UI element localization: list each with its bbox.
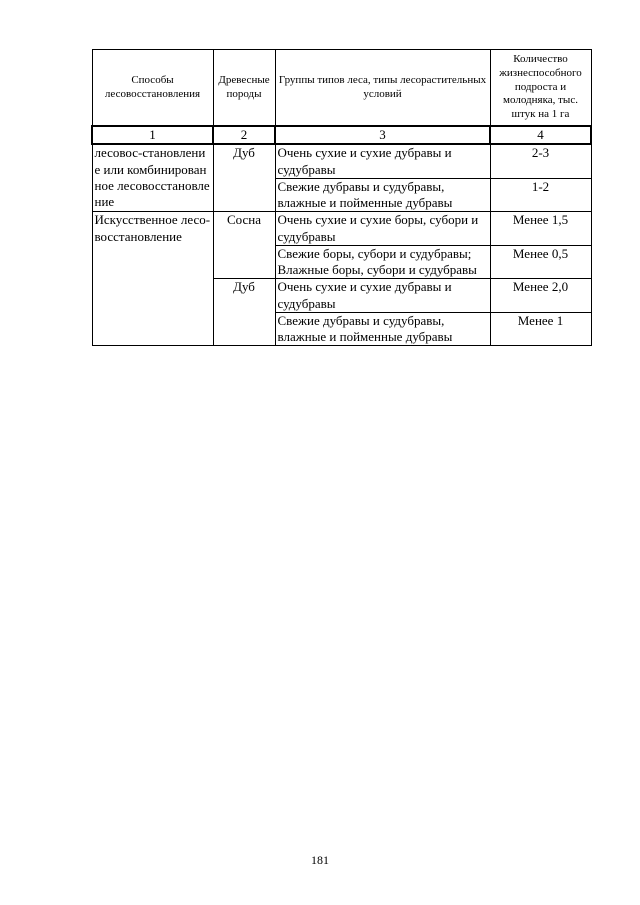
table-row: [92, 144, 591, 178]
forest-type-cell: Очень сухие и сухие дубравы и судубравы: [275, 279, 490, 313]
forest-type-cell: Очень сухие и сухие боры, субори и судубравы: [275, 212, 490, 246]
forest-type-cell: Свежие дубравы и судубравы, влажные и пойменные дубравы: [275, 178, 490, 212]
method-cell: лесовос-становление или комбинированное лесовосстановление: [92, 144, 213, 212]
forest-type-cell: Очень сухие и сухие дубравы и судубравы: [275, 144, 490, 178]
amount-cell: Менее 2,0: [490, 279, 591, 313]
column-number: 1: [92, 126, 213, 144]
species-cell: Сосна: [213, 212, 275, 279]
header-amount: Количество жизнеспособного подроста и молодняка, тыс. штук на 1 га: [490, 50, 591, 127]
amount-cell: Менее 1: [490, 312, 591, 346]
method-cell: Искусственное лесо-восстановление: [92, 212, 213, 346]
column-number: 3: [275, 126, 490, 144]
amount-cell: 2-3: [490, 144, 591, 178]
species-cell: Дуб: [213, 279, 275, 346]
amount-cell: Менее 1,5: [490, 212, 591, 246]
column-number: 2: [213, 126, 275, 144]
forest-type-cell: Свежие боры, субори и судубравы; Влажные боры, субори и судубравы: [275, 245, 490, 279]
header-row: [92, 50, 591, 127]
table-row: [92, 212, 591, 246]
amount-cell: 1-2: [490, 178, 591, 212]
page-number: 181: [311, 853, 329, 867]
forest-restoration-table: [91, 49, 592, 346]
column-number: 4: [490, 126, 591, 144]
forest-type-cell: Свежие дубравы и судубравы, влажные и пойменные дубравы: [275, 312, 490, 346]
amount-cell: Менее 0,5: [490, 245, 591, 279]
header-methods: Способы лесовосстановления: [92, 50, 213, 127]
header-species: Древесные породы: [213, 50, 275, 127]
column-number-row: [92, 126, 591, 144]
header-forest-types: Группы типов леса, типы лесорастительных условий: [275, 50, 490, 127]
species-cell: Дуб: [213, 144, 275, 212]
